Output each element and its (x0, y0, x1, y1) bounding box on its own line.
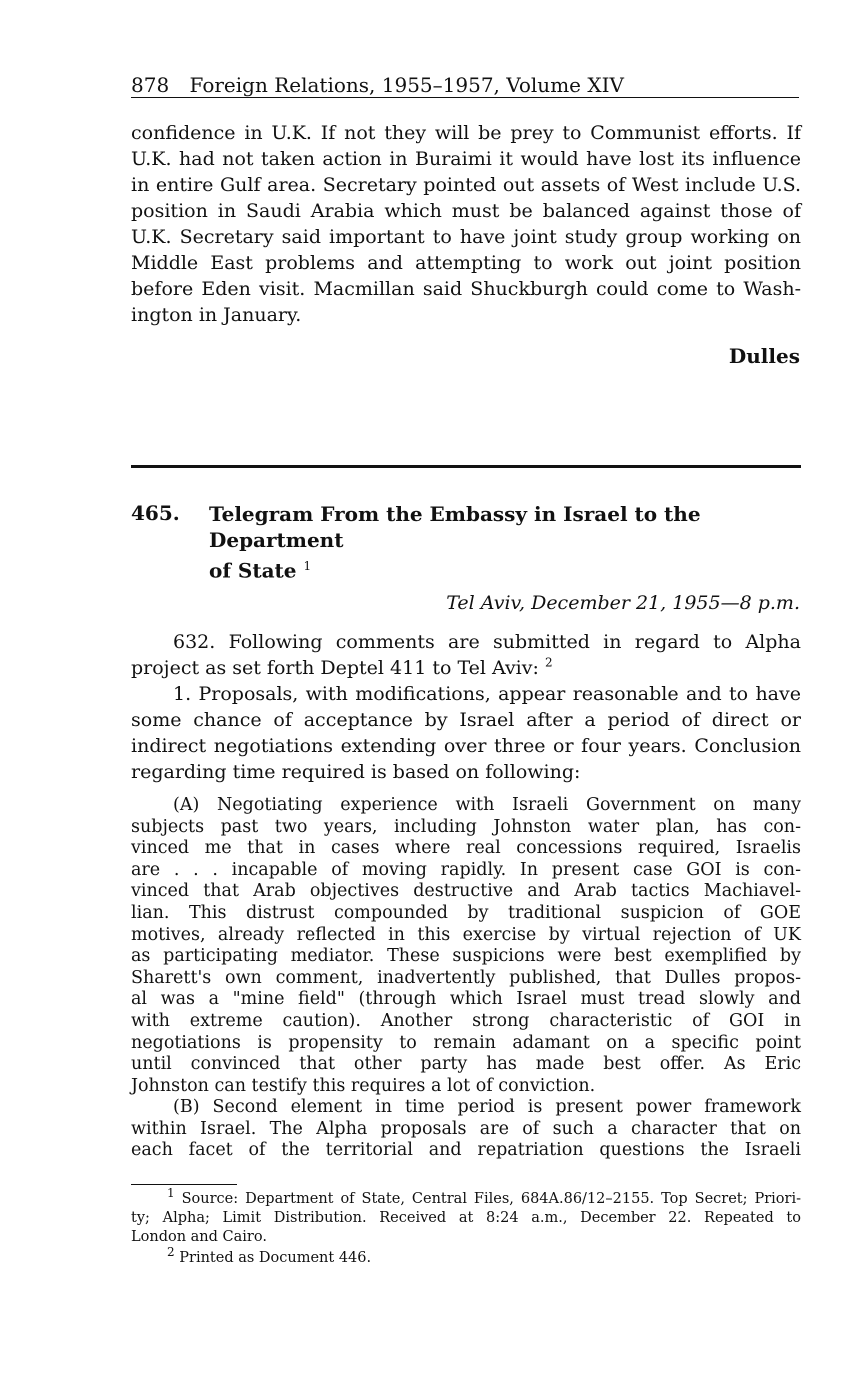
footnote-line (131, 1245, 801, 1268)
paragraph-1 (131, 681, 801, 785)
running-header (131, 73, 799, 98)
document-title-line: Telegram From the Embassy in Israel to the Department (209, 502, 701, 552)
continued-paragraph (131, 120, 801, 328)
footnote-text: Source: Department of State, Central Files, 684A.86/12–2155. Top Secret; Priori- (181, 1191, 801, 1207)
text-line: until convinced that other party has made best offer. As Eric (131, 1054, 801, 1075)
text-line: Middle East problems and attempting to work out joint position (131, 252, 801, 274)
text-line: Sharett's own comment, inadvertently published, that Dulles propos- (131, 967, 801, 988)
text-line: position in Saudi Arabia which must be balanced against those of (131, 200, 801, 222)
text-line: are . . . incapable of moving rapidly. In present case GOI is con- (131, 859, 801, 880)
signature: Dulles (728, 344, 800, 368)
text-line: Johnston can testify this requires a lot of conviction. (131, 1075, 596, 1096)
text-line: some chance of acceptance by Israel after a period of direct or (131, 709, 801, 731)
text-line: in entire Gulf area. Secretary pointed out assets of West include U.S. (131, 174, 801, 196)
text-line: vinced that Arab objectives destructive and Arab tactics Machiavel- (131, 881, 801, 902)
footnote-text: Printed as Document 446. (179, 1250, 372, 1266)
intro-paragraph (131, 629, 801, 681)
footnote-line: ty; Alpha; Limit Distribution. Received at 8:24 a.m., December 22. Repeated to (131, 1210, 801, 1226)
text-line: (A) Negotiating experience with Israeli Government on many (173, 795, 801, 815)
text-line: confidence in U.K. If not they will be prey to Communist efforts. If (131, 122, 801, 144)
footnote-1 (131, 1186, 801, 1247)
footnote-ref: 1 (303, 559, 312, 573)
footnote-mark: 2 (167, 1245, 175, 1260)
running-title: Foreign Relations, 1955–1957, Volume XIV (189, 73, 624, 97)
text-line: (B) Second element in time period is present power framework (173, 1097, 801, 1117)
text-line: 1. Proposals, with modifications, appear reasonable and to have (173, 683, 801, 705)
text-line: as participating mediator. These suspicions were best exemplified by (131, 946, 801, 967)
section-divider (131, 465, 801, 468)
footnote-ref: 2 (544, 655, 553, 670)
text-line: motives, already reflected in this exercise by virtual rejection of UK (131, 924, 801, 945)
text-line: each facet of the territorial and repatriation questions the Israeli (131, 1140, 801, 1161)
text-line: with extreme caution). Another strong characteristic of GOI in (131, 1010, 801, 1031)
text-line: before Eden visit. Macmillan said Shuckburgh could come to Wash- (131, 278, 801, 300)
footnote-line: London and Cairo. (131, 1229, 267, 1245)
text-line: vinced me that in cases where real concessions required, Israelis (131, 838, 801, 859)
document-title (209, 501, 801, 584)
text-line: 632. Following comments are submitted in regard to Alpha (173, 631, 801, 653)
text-line: ington in January. (131, 304, 302, 326)
text-line-content: project as set forth Deptel 411 to Tel Aviv: (131, 657, 539, 679)
text-line: indirect negotiations extending over three or four years. Conclusion (131, 735, 801, 757)
footnote-2 (131, 1245, 801, 1268)
footnote-mark: 1 (167, 1186, 175, 1201)
text-line: U.K. Secretary said important to have joint study group working on (131, 226, 801, 248)
document-title-line: of State (209, 558, 297, 583)
paragraph-a (131, 795, 801, 1097)
text-line: al was a "mine field" (through which Israel must tread slowly and (131, 989, 801, 1010)
text-line: U.K. had not taken action in Buraimi it would have lost its influence (131, 148, 801, 170)
text-line (131, 655, 801, 681)
text-line: negotiations is propensity to remain adamant on a specific point (131, 1032, 801, 1053)
document-number: 465. (131, 501, 180, 525)
text-line: regarding time required is based on following: (131, 761, 581, 783)
dateline: Tel Aviv, December 21, 1955—8 p.m. (446, 592, 800, 614)
page-number: 878 (131, 73, 170, 97)
text-line: subjects past two years, including Johnston water plan, has con- (131, 816, 801, 837)
text-line: within Israel. The Alpha proposals are of such a character that on (131, 1118, 801, 1139)
text-line: lian. This distrust compounded by traditional suspicion of GOE (131, 902, 801, 923)
footnote-line (131, 1186, 801, 1209)
paragraph-b (131, 1097, 801, 1162)
footnote-divider (131, 1184, 237, 1185)
